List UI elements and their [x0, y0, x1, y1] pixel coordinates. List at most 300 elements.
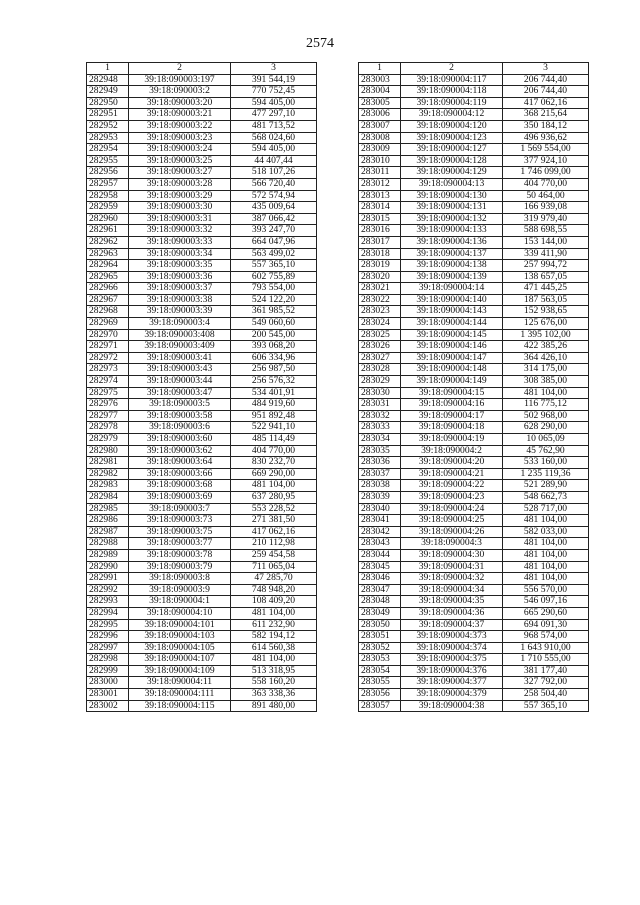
row-number: 282970	[87, 329, 129, 341]
cadastral-value: 484 919,60	[231, 399, 317, 411]
cadastral-value: 319 979,40	[503, 213, 589, 225]
table-row	[87, 178, 317, 190]
table-row	[87, 700, 317, 712]
row-number: 282983	[87, 480, 129, 492]
row-number: 282960	[87, 213, 129, 225]
row-number: 282972	[87, 352, 129, 364]
cadastral-number: 39:18:090004:120	[401, 120, 503, 132]
cadastral-number: 39:18:090003:44	[129, 376, 231, 388]
cadastral-number: 39:18:090003:7	[129, 503, 231, 515]
cadastral-value: 393 068,20	[231, 341, 317, 353]
row-number: 282988	[87, 538, 129, 550]
cadastral-number: 39:18:090004:17	[401, 410, 503, 422]
cadastral-value: 481 713,52	[231, 120, 317, 132]
row-number: 283045	[359, 561, 401, 573]
row-number: 283033	[359, 422, 401, 434]
cadastral-value: 308 385,00	[503, 376, 589, 388]
row-number: 282994	[87, 607, 129, 619]
table-row	[87, 573, 317, 585]
cadastral-value: 553 228,52	[231, 503, 317, 515]
table-header-row	[359, 63, 589, 75]
cadastral-number: 39:18:090003:36	[129, 271, 231, 283]
table-row	[87, 132, 317, 144]
cadastral-value: 1 569 554,00	[503, 144, 589, 156]
cadastral-number: 39:18:090004:14	[401, 283, 503, 295]
table-row	[87, 503, 317, 515]
table-row	[87, 97, 317, 109]
cadastral-number: 39:18:090003:66	[129, 468, 231, 480]
row-number: 283037	[359, 468, 401, 480]
cadastral-value: 166 939,08	[503, 202, 589, 214]
cadastral-value: 669 290,00	[231, 468, 317, 480]
cadastral-value: 891 480,00	[231, 700, 317, 712]
cadastral-value: 566 720,40	[231, 178, 317, 190]
row-number: 283004	[359, 86, 401, 98]
row-number: 282974	[87, 376, 129, 388]
table-row	[359, 434, 589, 446]
cadastral-value: 363 338,36	[231, 689, 317, 701]
table-row	[359, 329, 589, 341]
table-row	[359, 526, 589, 538]
table-row	[87, 526, 317, 538]
cadastral-number: 39:18:090004:149	[401, 376, 503, 388]
cadastral-value: 477 297,10	[231, 109, 317, 121]
table-row	[359, 596, 589, 608]
cadastral-number: 39:18:090004:136	[401, 236, 503, 248]
cadastral-value: 481 104,00	[503, 573, 589, 585]
table-row	[87, 619, 317, 631]
row-number: 283047	[359, 584, 401, 596]
cadastral-value: 10 065,09	[503, 434, 589, 446]
cadastral-number: 39:18:090003:25	[129, 155, 231, 167]
table-row	[87, 607, 317, 619]
table-row	[359, 491, 589, 503]
cadastral-value: 534 401,91	[231, 387, 317, 399]
cadastral-value: 582 033,00	[503, 526, 589, 538]
row-number: 283008	[359, 132, 401, 144]
cadastral-number: 39:18:090004:132	[401, 213, 503, 225]
table-row	[87, 445, 317, 457]
row-number: 283001	[87, 689, 129, 701]
cadastral-number: 39:18:090003:28	[129, 178, 231, 190]
table-row	[87, 120, 317, 132]
cadastral-number: 39:18:090004:35	[401, 596, 503, 608]
table-row	[87, 190, 317, 202]
cadastral-number: 39:18:090003:30	[129, 202, 231, 214]
table-row	[87, 376, 317, 388]
cadastral-value: 481 104,00	[503, 387, 589, 399]
cadastral-number: 39:18:090003:32	[129, 225, 231, 237]
cadastral-value: 50 464,00	[503, 190, 589, 202]
cadastral-number: 39:18:090004:107	[129, 654, 231, 666]
row-number: 283015	[359, 213, 401, 225]
row-number: 283021	[359, 283, 401, 295]
row-number: 283019	[359, 260, 401, 272]
cadastral-value: 1 710 555,00	[503, 654, 589, 666]
cadastral-number: 39:18:090004:103	[129, 631, 231, 643]
cadastral-value: 45 762,90	[503, 445, 589, 457]
cadastral-value: 422 385,26	[503, 341, 589, 353]
cadastral-number: 39:18:090003:77	[129, 538, 231, 550]
cadastral-value: 502 968,00	[503, 410, 589, 422]
cadastral-number: 39:18:090004:139	[401, 271, 503, 283]
row-number: 283053	[359, 654, 401, 666]
table-row	[359, 318, 589, 330]
cadastral-value: 481 104,00	[231, 654, 317, 666]
cadastral-number: 39:18:090003:69	[129, 491, 231, 503]
cadastral-value: 572 574,94	[231, 190, 317, 202]
cadastral-number: 39:18:090004:20	[401, 457, 503, 469]
table-row	[87, 399, 317, 411]
row-number: 283012	[359, 178, 401, 190]
cadastral-value: 557 365,10	[503, 700, 589, 712]
table-row	[87, 549, 317, 561]
table-row	[87, 306, 317, 318]
cadastral-value: 257 994,72	[503, 260, 589, 272]
table-row	[87, 248, 317, 260]
column-header-cadastral: 2	[129, 63, 231, 75]
cadastral-value: 377 924,10	[503, 155, 589, 167]
table-row	[359, 538, 589, 550]
cadastral-value: 611 232,90	[231, 619, 317, 631]
cadastral-number: 39:18:090003:64	[129, 457, 231, 469]
table-row	[359, 549, 589, 561]
row-number: 282976	[87, 399, 129, 411]
cadastral-value: 558 160,20	[231, 677, 317, 689]
row-number: 282977	[87, 410, 129, 422]
cadastral-number: 39:18:090004:130	[401, 190, 503, 202]
cadastral-number: 39:18:090004:2	[401, 445, 503, 457]
table-row	[87, 422, 317, 434]
table-row	[87, 677, 317, 689]
table-row	[87, 468, 317, 480]
cadastral-number: 39:18:090003:78	[129, 549, 231, 561]
cadastral-number: 39:18:090003:27	[129, 167, 231, 179]
cadastral-value: 471 445,25	[503, 283, 589, 295]
cadastral-value: 1 643 910,00	[503, 642, 589, 654]
cadastral-value: 533 160,00	[503, 457, 589, 469]
row-number: 282966	[87, 283, 129, 295]
table-row	[359, 167, 589, 179]
cadastral-number: 39:18:090004:376	[401, 665, 503, 677]
table-row	[359, 132, 589, 144]
row-number: 282967	[87, 294, 129, 306]
cadastral-number: 39:18:090004:138	[401, 260, 503, 272]
cadastral-value: 125 676,00	[503, 318, 589, 330]
table-row	[87, 271, 317, 283]
cadastral-number: 39:18:090004:12	[401, 109, 503, 121]
cadastral-number: 39:18:090003:47	[129, 387, 231, 399]
cadastral-value: 387 066,42	[231, 213, 317, 225]
cadastral-value: 665 290,60	[503, 607, 589, 619]
cadastral-number: 39:18:090004:109	[129, 665, 231, 677]
cadastral-number: 39:18:090003:197	[129, 74, 231, 86]
cadastral-value: 47 285,70	[231, 573, 317, 585]
cadastral-value: 314 175,00	[503, 364, 589, 376]
cadastral-value: 594 405,00	[231, 97, 317, 109]
table-row	[359, 387, 589, 399]
table-row	[87, 167, 317, 179]
row-number: 283020	[359, 271, 401, 283]
cadastral-number: 39:18:090004:26	[401, 526, 503, 538]
cadastral-value: 44 407,44	[231, 155, 317, 167]
cadastral-value: 1 746 099,00	[503, 167, 589, 179]
cadastral-number: 39:18:090004:18	[401, 422, 503, 434]
table-row	[359, 271, 589, 283]
row-number: 283003	[359, 74, 401, 86]
table-row	[359, 665, 589, 677]
cadastral-value: 594 405,00	[231, 144, 317, 156]
table-row	[359, 631, 589, 643]
table-row	[359, 654, 589, 666]
registry-table-right	[358, 62, 589, 712]
cadastral-number: 39:18:090003:33	[129, 236, 231, 248]
row-number: 282963	[87, 248, 129, 260]
cadastral-value: 364 426,10	[503, 352, 589, 364]
row-number: 282962	[87, 236, 129, 248]
cadastral-value: 602 755,89	[231, 271, 317, 283]
cadastral-value: 417 062,16	[503, 97, 589, 109]
cadastral-number: 39:18:090004:36	[401, 607, 503, 619]
table-row	[87, 387, 317, 399]
row-number: 282956	[87, 167, 129, 179]
cadastral-number: 39:18:090004:105	[129, 642, 231, 654]
row-number: 282992	[87, 584, 129, 596]
table-row	[359, 700, 589, 712]
cadastral-value: 556 570,00	[503, 584, 589, 596]
table-row	[87, 213, 317, 225]
table-row	[87, 654, 317, 666]
table-row	[87, 561, 317, 573]
row-number: 282999	[87, 665, 129, 677]
cadastral-value: 152 938,65	[503, 306, 589, 318]
table-row	[359, 607, 589, 619]
cadastral-value: 582 194,12	[231, 631, 317, 643]
row-number: 282975	[87, 387, 129, 399]
table-row	[359, 457, 589, 469]
row-number: 282991	[87, 573, 129, 585]
row-number: 283057	[359, 700, 401, 712]
table-row	[359, 97, 589, 109]
cadastral-value: 951 892,48	[231, 410, 317, 422]
row-number: 282950	[87, 97, 129, 109]
cadastral-value: 206 744,40	[503, 74, 589, 86]
column-header-cadastral: 2	[401, 63, 503, 75]
row-number: 283036	[359, 457, 401, 469]
cadastral-value: 481 104,00	[503, 515, 589, 527]
table-row	[87, 364, 317, 376]
row-number: 282990	[87, 561, 129, 573]
cadastral-value: 404 770,00	[231, 445, 317, 457]
table-row	[359, 642, 589, 654]
cadastral-value: 271 381,50	[231, 515, 317, 527]
cadastral-number: 39:18:090004:22	[401, 480, 503, 492]
column-header-number: 1	[87, 63, 129, 75]
row-number: 282973	[87, 364, 129, 376]
cadastral-value: 404 770,00	[503, 178, 589, 190]
cadastral-number: 39:18:090004:15	[401, 387, 503, 399]
cadastral-number: 39:18:090004:13	[401, 178, 503, 190]
table-row	[359, 190, 589, 202]
row-number: 283044	[359, 549, 401, 561]
row-number: 283040	[359, 503, 401, 515]
row-number: 283017	[359, 236, 401, 248]
cadastral-value: 1 395 102,00	[503, 329, 589, 341]
cadastral-value: 557 365,10	[231, 260, 317, 272]
row-number: 282968	[87, 306, 129, 318]
cadastral-value: 748 948,20	[231, 584, 317, 596]
table-row	[359, 225, 589, 237]
cadastral-number: 39:18:090004:131	[401, 202, 503, 214]
cadastral-number: 39:18:090004:30	[401, 549, 503, 561]
cadastral-value: 259 454,58	[231, 549, 317, 561]
table-row	[359, 202, 589, 214]
table-row	[87, 225, 317, 237]
row-number: 282971	[87, 341, 129, 353]
cadastral-value: 528 717,00	[503, 503, 589, 515]
cadastral-number: 39:18:090003:5	[129, 399, 231, 411]
cadastral-value: 481 104,00	[503, 538, 589, 550]
table-row	[359, 480, 589, 492]
cadastral-number: 39:18:090003:41	[129, 352, 231, 364]
cadastral-number: 39:18:090003:79	[129, 561, 231, 573]
row-number: 283011	[359, 167, 401, 179]
table-row	[359, 584, 589, 596]
cadastral-number: 39:18:090004:146	[401, 341, 503, 353]
cadastral-number: 39:18:090004:147	[401, 352, 503, 364]
cadastral-number: 39:18:090004:127	[401, 144, 503, 156]
table-row	[87, 410, 317, 422]
registry-table-left-body	[87, 74, 317, 712]
row-number: 283046	[359, 573, 401, 585]
table-row	[87, 457, 317, 469]
table-row	[87, 144, 317, 156]
cadastral-number: 39:18:090003:39	[129, 306, 231, 318]
row-number: 283052	[359, 642, 401, 654]
row-number: 283055	[359, 677, 401, 689]
cadastral-number: 39:18:090004:118	[401, 86, 503, 98]
row-number: 283027	[359, 352, 401, 364]
cadastral-number: 39:18:090004:25	[401, 515, 503, 527]
table-row	[359, 376, 589, 388]
row-number: 283026	[359, 341, 401, 353]
cadastral-number: 39:18:090004:377	[401, 677, 503, 689]
table-row	[359, 573, 589, 585]
cadastral-value: 339 411,90	[503, 248, 589, 260]
registry-table-left	[86, 62, 317, 712]
row-number: 282958	[87, 190, 129, 202]
cadastral-number: 39:18:090004:119	[401, 97, 503, 109]
cadastral-number: 39:18:090004:148	[401, 364, 503, 376]
table-row	[87, 596, 317, 608]
cadastral-value: 524 122,20	[231, 294, 317, 306]
table-header-row	[87, 63, 317, 75]
table-row	[87, 318, 317, 330]
row-number: 282982	[87, 468, 129, 480]
cadastral-number: 39:18:090003:408	[129, 329, 231, 341]
row-number: 282948	[87, 74, 129, 86]
table-row	[87, 642, 317, 654]
cadastral-number: 39:18:090004:123	[401, 132, 503, 144]
cadastral-number: 39:18:090004:34	[401, 584, 503, 596]
row-number: 282969	[87, 318, 129, 330]
row-number: 282986	[87, 515, 129, 527]
table-row	[359, 248, 589, 260]
cadastral-number: 39:18:090004:375	[401, 654, 503, 666]
table-row	[359, 74, 589, 86]
row-number: 282989	[87, 549, 129, 561]
row-number: 282978	[87, 422, 129, 434]
table-row	[359, 515, 589, 527]
cadastral-value: 481 104,00	[503, 561, 589, 573]
cadastral-value: 522 941,10	[231, 422, 317, 434]
table-row	[359, 399, 589, 411]
cadastral-value: 327 792,00	[503, 677, 589, 689]
cadastral-number: 39:18:090004:137	[401, 248, 503, 260]
cadastral-number: 39:18:090004:117	[401, 74, 503, 86]
table-row	[359, 503, 589, 515]
row-number: 283023	[359, 306, 401, 318]
cadastral-number: 39:18:090003:8	[129, 573, 231, 585]
table-row	[87, 202, 317, 214]
table-row	[359, 341, 589, 353]
row-number: 282952	[87, 120, 129, 132]
row-number: 283022	[359, 294, 401, 306]
table-row	[87, 341, 317, 353]
cadastral-value: 350 184,12	[503, 120, 589, 132]
table-row	[87, 283, 317, 295]
column-header-value: 3	[231, 63, 317, 75]
cadastral-value: 481 104,00	[503, 549, 589, 561]
cadastral-number: 39:18:090004:23	[401, 491, 503, 503]
row-number: 282961	[87, 225, 129, 237]
cadastral-number: 39:18:090004:101	[129, 619, 231, 631]
table-row	[87, 352, 317, 364]
row-number: 283006	[359, 109, 401, 121]
cadastral-number: 39:18:090004:374	[401, 642, 503, 654]
cadastral-number: 39:18:090003:35	[129, 260, 231, 272]
cadastral-value: 793 554,00	[231, 283, 317, 295]
table-row	[359, 109, 589, 121]
cadastral-value: 435 009,64	[231, 202, 317, 214]
row-number: 282985	[87, 503, 129, 515]
cadastral-number: 39:18:090004:38	[401, 700, 503, 712]
table-row	[359, 86, 589, 98]
cadastral-number: 39:18:090004:373	[401, 631, 503, 643]
cadastral-number: 39:18:090004:145	[401, 329, 503, 341]
cadastral-value: 830 232,70	[231, 457, 317, 469]
row-number: 283000	[87, 677, 129, 689]
row-number: 282997	[87, 642, 129, 654]
cadastral-value: 568 024,60	[231, 132, 317, 144]
row-number: 283002	[87, 700, 129, 712]
cadastral-value: 368 215,64	[503, 109, 589, 121]
row-number: 283029	[359, 376, 401, 388]
row-number: 283035	[359, 445, 401, 457]
cadastral-value: 606 334,96	[231, 352, 317, 364]
row-number: 283025	[359, 329, 401, 341]
page-number: 2574	[306, 36, 334, 51]
row-number: 283018	[359, 248, 401, 260]
row-number: 282949	[87, 86, 129, 98]
cadastral-value: 637 280,95	[231, 491, 317, 503]
cadastral-number: 39:18:090004:111	[129, 689, 231, 701]
cadastral-value: 187 563,05	[503, 294, 589, 306]
cadastral-number: 39:18:090003:4	[129, 318, 231, 330]
row-number: 282981	[87, 457, 129, 469]
row-number: 282996	[87, 631, 129, 643]
row-number: 283030	[359, 387, 401, 399]
